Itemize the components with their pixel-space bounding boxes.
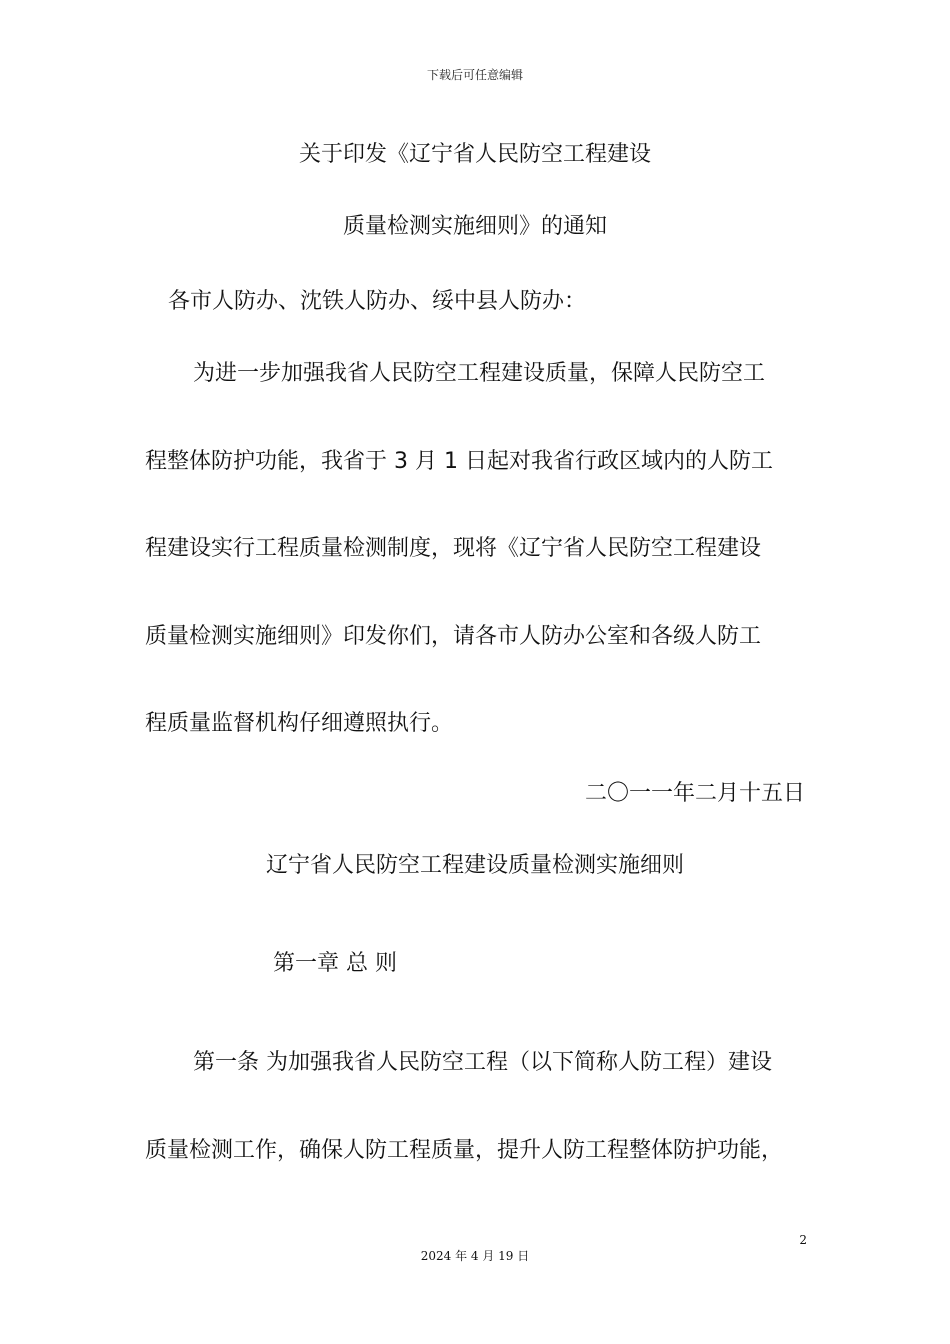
body-line: 质量检测实施细则》印发你们，请各市人防办公室和各级人防工: [145, 624, 762, 649]
header-note: 下载后可任意编辑: [426, 68, 523, 82]
notice-title-line-2: 质量检测实施细则》的通知: [342, 214, 607, 239]
notice-date: 二〇一一年二月十五日: [584, 781, 805, 806]
article-line: 第一条 为加强我省人民防空工程（以下简称人防工程）建设: [193, 1050, 772, 1075]
footer-date: 2024 年 4 月 19 日: [420, 1249, 530, 1263]
rules-title: 辽宁省人民防空工程建设质量检测实施细则: [265, 853, 684, 878]
body-line: 为进一步加强我省人民防空工程建设质量，保障人民防空工: [193, 361, 766, 386]
notice-title-line-1: 关于印发《辽宁省人民防空工程建设: [298, 142, 651, 167]
page-number: 2: [799, 1233, 807, 1247]
body-line: 程整体防护功能，我省于 3 月 1 日起对我省行政区域内的人防工: [145, 449, 773, 474]
salutation: 各市人防办、沈铁人防办、绥中县人防办：: [168, 289, 587, 314]
body-line: 程建设实行工程质量检测制度，现将《辽宁省人民防空工程建设: [145, 536, 762, 561]
article-line: 质量检测工作，确保人防工程质量，提升人防工程整体防护功能，: [145, 1138, 784, 1163]
chapter-heading: 第一章 总 则: [273, 951, 397, 976]
body-line: 程质量监督机构仔细遵照执行。: [145, 711, 454, 736]
